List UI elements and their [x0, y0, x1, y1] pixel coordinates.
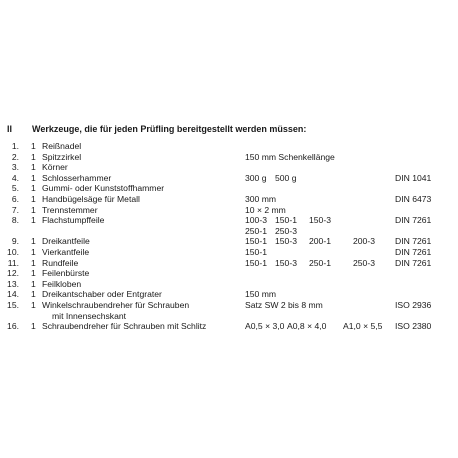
tool-row — [0, 183, 458, 194]
tool-row — [0, 268, 458, 279]
tool-name — [42, 289, 162, 300]
tool-name-line: Schraubendreher für Schrauben mit Schlitz — [42, 321, 207, 332]
tool-row — [0, 289, 458, 300]
tool-row — [0, 247, 458, 258]
tool-name — [42, 279, 81, 290]
tool-row — [0, 300, 458, 321]
tool-spec-value: 250-1 — [245, 225, 267, 236]
tool-name — [42, 152, 81, 163]
tool-quantity: 1 — [31, 257, 36, 268]
tool-name-line: Rundfeile — [42, 257, 79, 268]
tool-name — [42, 205, 98, 216]
tool-name — [42, 268, 89, 279]
tool-row — [0, 258, 458, 269]
tool-quantity: 1 — [31, 204, 36, 215]
tool-name-line: Reißnadel — [42, 141, 82, 151]
tool-name-line: Spitzzirkel — [42, 151, 82, 162]
tool-quantity: 1 — [31, 278, 36, 289]
section-number: II — [7, 124, 13, 134]
tool-spec-value: A1,0 × 5,5 — [343, 321, 383, 332]
tool-name-line: Feilenbürste — [42, 268, 90, 279]
tool-number: 1. — [11, 141, 19, 151]
tool-quantity: 1 — [31, 215, 36, 226]
tool-name-line: Gummi- oder Kunststoffhammer — [42, 183, 165, 194]
tool-quantity: 1 — [31, 162, 36, 173]
tool-row — [0, 173, 458, 184]
tool-number: 10. — [7, 246, 19, 257]
tool-number: 6. — [11, 193, 19, 204]
tool-name-line: Flachstumpffeile — [42, 215, 105, 226]
tool-standard: ISO 2380 — [395, 321, 432, 332]
tool-name — [42, 236, 90, 247]
tool-name-line: Körner — [42, 162, 68, 173]
tool-spec-value: 200-1 — [309, 236, 331, 247]
tool-name — [42, 321, 206, 332]
tool-row — [0, 205, 458, 216]
tool-list — [0, 141, 458, 332]
tool-name-line: Vierkantfeile — [42, 246, 90, 257]
tool-row — [0, 279, 458, 290]
tool-name-line-2: mit Innensechskant — [52, 310, 127, 321]
tool-quantity: 1 — [31, 289, 36, 300]
tool-name — [42, 183, 164, 194]
tool-number: 13. — [7, 278, 19, 289]
tool-number: 15. — [7, 299, 19, 310]
tool-spec-value: 250-3 — [275, 225, 297, 236]
tool-name-line: Dreikantschaber oder Entgrater — [42, 289, 162, 300]
tool-row — [0, 194, 458, 205]
tool-name-line: Winkelschraubendreher für Schrauben — [42, 299, 190, 310]
tool-quantity: 1 — [31, 141, 36, 151]
tool-name-line: Handbügelsäge für Metall — [42, 193, 140, 204]
tool-spec-value: 150 mm Schenkellänge — [245, 151, 335, 162]
tool-standard: DIN 6473 — [395, 193, 432, 204]
tool-name — [42, 300, 189, 321]
tool-spec-value: 10 × 2 mm — [245, 204, 286, 215]
tool-spec-value: 300 mm — [245, 193, 277, 204]
tool-spec-value: 150-3 — [275, 257, 297, 268]
tool-number: 2. — [11, 151, 19, 162]
tool-row — [0, 152, 458, 163]
tool-number: 14. — [7, 289, 19, 300]
tool-quantity: 1 — [31, 151, 36, 162]
tool-name — [42, 141, 81, 152]
tool-name — [42, 215, 104, 226]
tool-standard: DIN 7261 — [395, 236, 432, 247]
tool-row — [0, 141, 458, 152]
tool-number: 12. — [7, 268, 19, 279]
tool-name-line: Trennstemmer — [42, 204, 98, 215]
tool-quantity: 1 — [31, 299, 36, 310]
tool-number: 8. — [11, 215, 19, 226]
tool-spec-value: 500 g — [275, 172, 297, 183]
tool-quantity: 1 — [31, 268, 36, 279]
tool-number: 7. — [11, 204, 19, 215]
tool-standard: DIN 7261 — [395, 215, 432, 226]
tool-quantity: 1 — [31, 246, 36, 257]
tool-number: 3. — [11, 162, 19, 173]
tool-quantity: 1 — [31, 183, 36, 194]
tool-standard: DIN 7261 — [395, 257, 432, 268]
tool-number: 9. — [11, 236, 19, 247]
tool-spec-value: 250-1 — [309, 257, 331, 268]
section-title: Werkzeuge, die für jeden Prüfling bereitgestellt werden müssen: — [32, 124, 307, 134]
tool-name — [42, 194, 140, 205]
tool-standard: DIN 7261 — [395, 246, 432, 257]
tool-number: 4. — [11, 172, 19, 183]
tool-spec-value: 150 mm — [245, 289, 277, 300]
tool-name — [42, 258, 78, 269]
tool-name-line: Feilkloben — [42, 278, 82, 289]
tool-name — [42, 247, 89, 258]
tool-name-line: Schlosserhammer — [42, 172, 112, 183]
tool-name-line: Dreikantfeile — [42, 236, 90, 247]
tool-spec-value: A0,5 × 3,0 — [245, 321, 285, 332]
tool-number: 5. — [11, 183, 19, 194]
tool-spec-value: 100-3 — [245, 215, 267, 226]
tool-name — [42, 162, 68, 173]
tool-spec-value: 150-1 — [245, 246, 267, 257]
tool-row — [0, 321, 458, 332]
tool-spec-value: 250-3 — [353, 257, 375, 268]
tool-row — [0, 215, 458, 236]
tool-quantity: 1 — [31, 172, 36, 183]
tool-standard: DIN 1041 — [395, 172, 432, 183]
tool-spec-value: Satz SW 2 bis 8 mm — [245, 299, 323, 310]
tool-standard: ISO 2936 — [395, 299, 432, 310]
tool-spec-value: 150-3 — [309, 215, 331, 226]
tool-spec-value: 150-3 — [275, 236, 297, 247]
tool-spec-value: A0,8 × 4,0 — [287, 321, 327, 332]
tool-spec-value: 300 g — [245, 172, 267, 183]
tool-quantity: 1 — [31, 236, 36, 247]
tool-spec-value: 150-1 — [245, 236, 267, 247]
tool-quantity: 1 — [31, 193, 36, 204]
tool-number: 16. — [7, 321, 19, 332]
tool-row — [0, 162, 458, 173]
tool-spec-value: 150-1 — [275, 215, 297, 226]
tool-spec-value: 150-1 — [245, 257, 267, 268]
tool-quantity: 1 — [31, 321, 36, 332]
tool-row — [0, 236, 458, 247]
tool-name — [42, 173, 111, 184]
tool-spec-value: 200-3 — [353, 236, 375, 247]
tool-number: 11. — [7, 257, 19, 268]
